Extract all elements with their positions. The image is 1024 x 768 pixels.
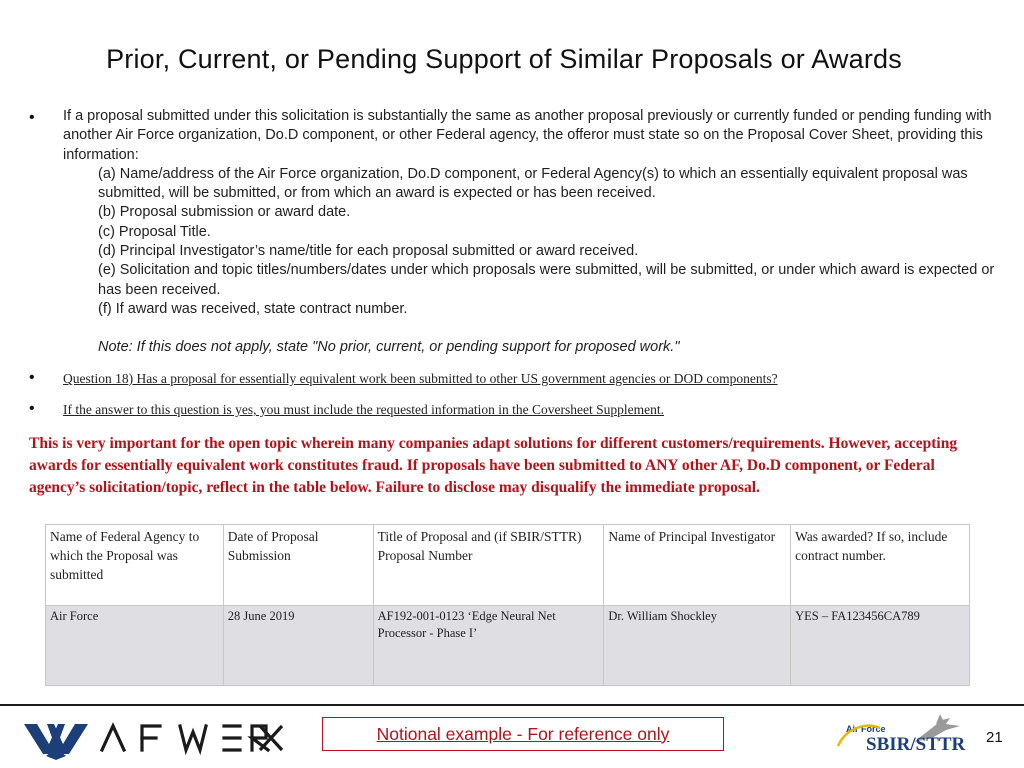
- support-table: [45, 524, 970, 686]
- cell-agency: Air Force: [46, 606, 224, 686]
- intro-paragraph: If a proposal submitted under this solicitation is substantially the same as another proposal previously or currently funded or pending funding with another Air Force organization, Do.D component, or other Federal agency, the offeror must state so on the Proposal Cover Sheet, providing this information:: [63, 108, 992, 163]
- answer-instruction: If the answer to this question is yes, you must include the requested information in the Coversheet Supplement.: [63, 402, 665, 417]
- afwerx-logo: [24, 712, 284, 762]
- intro-item-b: (b) Proposal submission or award date.: [98, 204, 351, 221]
- page-title: Prior, Current, or Pending Support of Similar Proposals or Awards: [106, 44, 902, 74]
- header-agency: Name of Federal Agency to which the Proposal was submitted: [46, 525, 224, 606]
- afwerx-wordmark: [102, 726, 268, 750]
- page-number: 21: [986, 729, 1003, 746]
- cell-investigator: Dr. William Shockley: [604, 606, 791, 686]
- intro-item-e: (e) Solicitation and topic titles/numbers/dates under which proposals were submitted, will be submitted, or under which award is expected or has been received.: [98, 262, 995, 298]
- intro-item-c: (c) Proposal Title.: [98, 223, 211, 240]
- table-header-row: [46, 525, 970, 606]
- header-investigator: Name of Principal Investigator: [604, 525, 791, 606]
- sbir-logo-top-text: Air Force: [846, 724, 886, 734]
- note-text: Note: If this does not apply, state "No prior, current, or pending support for proposed work.": [98, 339, 680, 355]
- cell-awarded: YES – FA123456CA789: [791, 606, 970, 686]
- sbir-sttr-logo: [836, 708, 974, 764]
- sbir-logo-main-text: SBIR/STTR: [866, 734, 966, 755]
- cell-date: 28 June 2019: [223, 606, 373, 686]
- intro-item-a: (a) Name/address of the Air Force organization, Do.D component, or Federal Agency(s) to which an essentially equivalent proposal was submitted, will be submitted, or from which an award is expected or has been received.: [98, 165, 968, 202]
- intro-item-f: (f) If award was received, state contract number.: [98, 300, 408, 317]
- bullet-2: •: [29, 369, 35, 386]
- header-awarded: Was awarded? If so, include contract number.: [791, 525, 970, 606]
- header-date: Date of Proposal Submission: [223, 525, 373, 606]
- cell-title: AF192-001-0123 ‘Edge Neural Net Processor - Phase I’: [373, 606, 604, 686]
- notional-example-banner: Notional example - For reference only: [322, 717, 724, 751]
- header-title: Title of Proposal and (if SBIR/STTR) Proposal Number: [373, 525, 604, 606]
- intro-item-d: (d) Principal Investigator’s name/title for each proposal submitted or award received.: [98, 243, 639, 260]
- air-force-wings-icon: [24, 724, 88, 760]
- bullet-3: •: [29, 400, 35, 417]
- intro-block: [63, 107, 1008, 319]
- table-row: [46, 606, 970, 686]
- question-18: Question 18) Has a proposal for essentially equivalent work been submitted to other US government agencies or DOD components?: [63, 371, 778, 386]
- fraud-warning: This is very important for the open topic wherein many companies adapt solutions for different customers/requirements. However, accepting awards for essentially equivalent work constitutes fraud. If proposals have been submitted to ANY other AF, Do.D component, or Federal agency’s solicitation/topic, reflect in the table below. Failure to disclose may disqualify the immediate proposal.: [29, 435, 958, 496]
- footer-divider: [0, 704, 1024, 706]
- bullet-1: •: [29, 109, 35, 126]
